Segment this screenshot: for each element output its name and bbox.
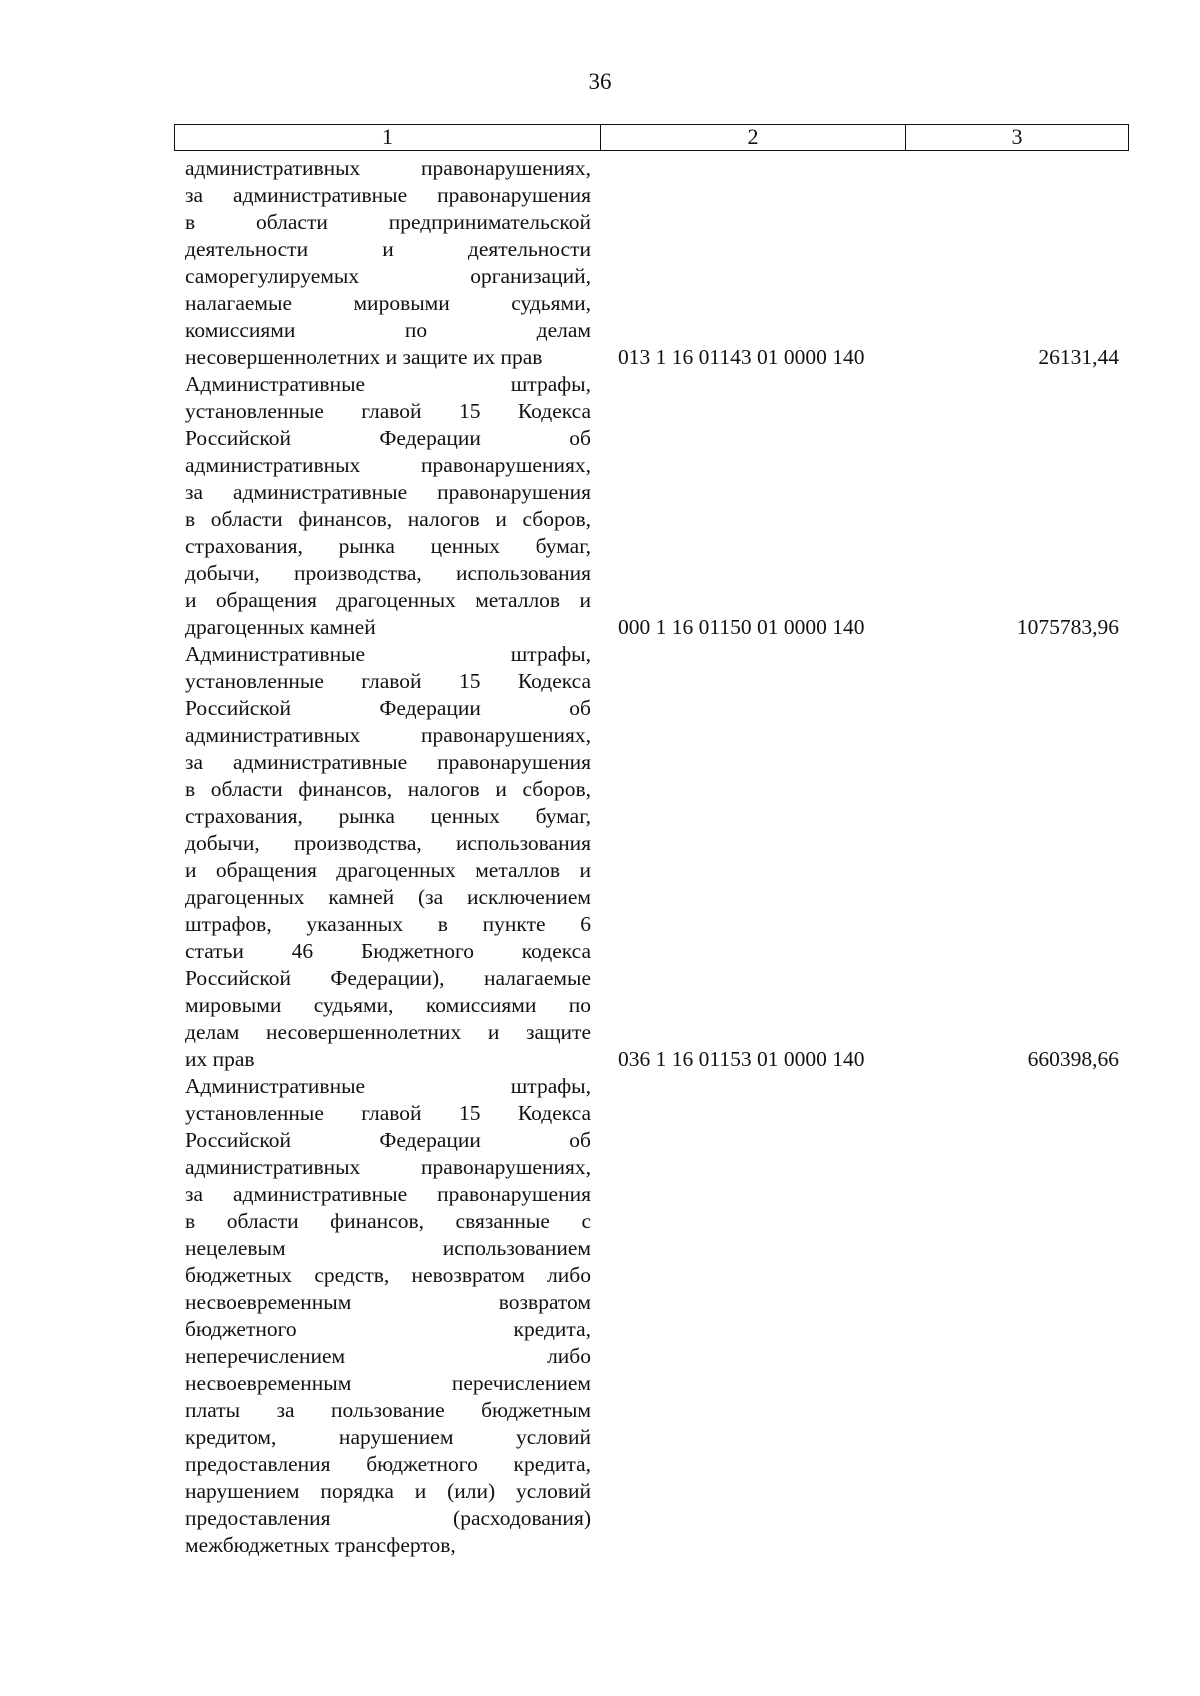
description-line: нецелевым использованием	[185, 1236, 591, 1260]
description-line: за административные правонарушения	[185, 183, 591, 207]
description-line: установленные главой 15 Кодекса	[185, 1101, 591, 1125]
row-code: 036 1 16 01153 01 0000 140	[618, 1047, 865, 1071]
table-body	[185, 155, 1125, 1559]
description-line: установленные главой 15 Кодекса	[185, 399, 591, 423]
description-line: кредитом, нарушением условий	[185, 1425, 591, 1449]
description-line: за административные правонарушения	[185, 750, 591, 774]
description-line: саморегулируемых организаций,	[185, 264, 591, 288]
row-description	[185, 371, 591, 641]
description-line: за административные правонарушения	[185, 1182, 591, 1206]
row-description	[185, 1073, 591, 1559]
row-amount: 660398,66	[1027, 1047, 1119, 1071]
row-code: 013 1 16 01143 01 0000 140	[618, 345, 865, 369]
description-line: предоставления бюджетного кредита,	[185, 1452, 591, 1476]
description-line: в области финансов, налогов и сборов,	[185, 507, 591, 531]
table-row	[185, 155, 1125, 371]
row-amount: 26131,44	[1038, 345, 1119, 369]
description-line: бюджетных средств, невозвратом либо	[185, 1263, 591, 1287]
description-line: административных правонарушениях,	[185, 453, 591, 477]
description-line: штрафов, указанных в пункте 6	[185, 912, 591, 936]
description-line: деятельности и деятельности	[185, 237, 591, 261]
description-line: Российской Федерации об	[185, 696, 591, 720]
description-line: добычи, производства, использования	[185, 831, 591, 855]
description-line: и обращения драгоценных металлов и	[185, 858, 591, 882]
description-line: статьи 46 Бюджетного кодекса	[185, 939, 591, 963]
description-line: страхования, рынка ценных бумаг,	[185, 534, 591, 558]
column-header-3: 3	[905, 125, 1128, 150]
description-line: в области предпринимательской	[185, 210, 591, 234]
description-line: Административные штрафы,	[185, 1074, 591, 1098]
description-line: Российской Федерации об	[185, 426, 591, 450]
description-line: установленные главой 15 Кодекса	[185, 669, 591, 693]
description-line: Административные штрафы,	[185, 372, 591, 396]
description-line: Российской Федерации об	[185, 1128, 591, 1152]
description-line: Административные штрафы,	[185, 642, 591, 666]
row-description	[185, 155, 591, 371]
description-line: Российской Федерации), налагаемые	[185, 966, 591, 990]
description-line: делам несовершеннолетних и защите	[185, 1020, 591, 1044]
description-line: комиссиями по делам	[185, 318, 591, 342]
description-line: административных правонарушениях,	[185, 1155, 591, 1179]
description-line: административных правонарушениях,	[185, 723, 591, 747]
table-row	[185, 1073, 1125, 1559]
row-amount: 1075783,96	[1016, 615, 1119, 639]
row-description	[185, 641, 591, 1073]
table-header-row	[174, 124, 1129, 151]
description-line: неперечислением либо	[185, 1344, 591, 1368]
description-line: их прав	[185, 1047, 255, 1071]
description-line: драгоценных камней	[185, 615, 376, 639]
description-line: налагаемые мировыми судьями,	[185, 291, 591, 315]
description-line: мировыми судьями, комиссиями по	[185, 993, 591, 1017]
description-line: несвоевременным перечислением	[185, 1371, 591, 1395]
column-header-2: 2	[600, 125, 905, 150]
description-line: добычи, производства, использования	[185, 561, 591, 585]
description-line: административных правонарушениях,	[185, 156, 591, 180]
description-line: несвоевременным возвратом	[185, 1290, 591, 1314]
description-line: страхования, рынка ценных бумаг,	[185, 804, 591, 828]
description-line: бюджетного кредита,	[185, 1317, 591, 1341]
table-row	[185, 371, 1125, 641]
table-row	[185, 641, 1125, 1073]
description-line: в области финансов, связанные с	[185, 1209, 591, 1233]
column-header-1: 1	[382, 124, 393, 149]
description-line: несовершеннолетних и защите их прав	[185, 345, 543, 369]
description-line: драгоценных камней (за исключением	[185, 885, 591, 909]
description-line: межбюджетных трансфертов,	[185, 1533, 456, 1557]
description-line: предоставления (расходования)	[185, 1506, 591, 1530]
row-code: 000 1 16 01150 01 0000 140	[618, 615, 865, 639]
description-line: нарушением порядка и (или) условий	[185, 1479, 591, 1503]
page-number: 36	[588, 69, 612, 94]
description-line: в области финансов, налогов и сборов,	[185, 777, 591, 801]
description-line: за административные правонарушения	[185, 480, 591, 504]
description-line: и обращения драгоценных металлов и	[185, 588, 591, 612]
description-line: платы за пользование бюджетным	[185, 1398, 591, 1422]
